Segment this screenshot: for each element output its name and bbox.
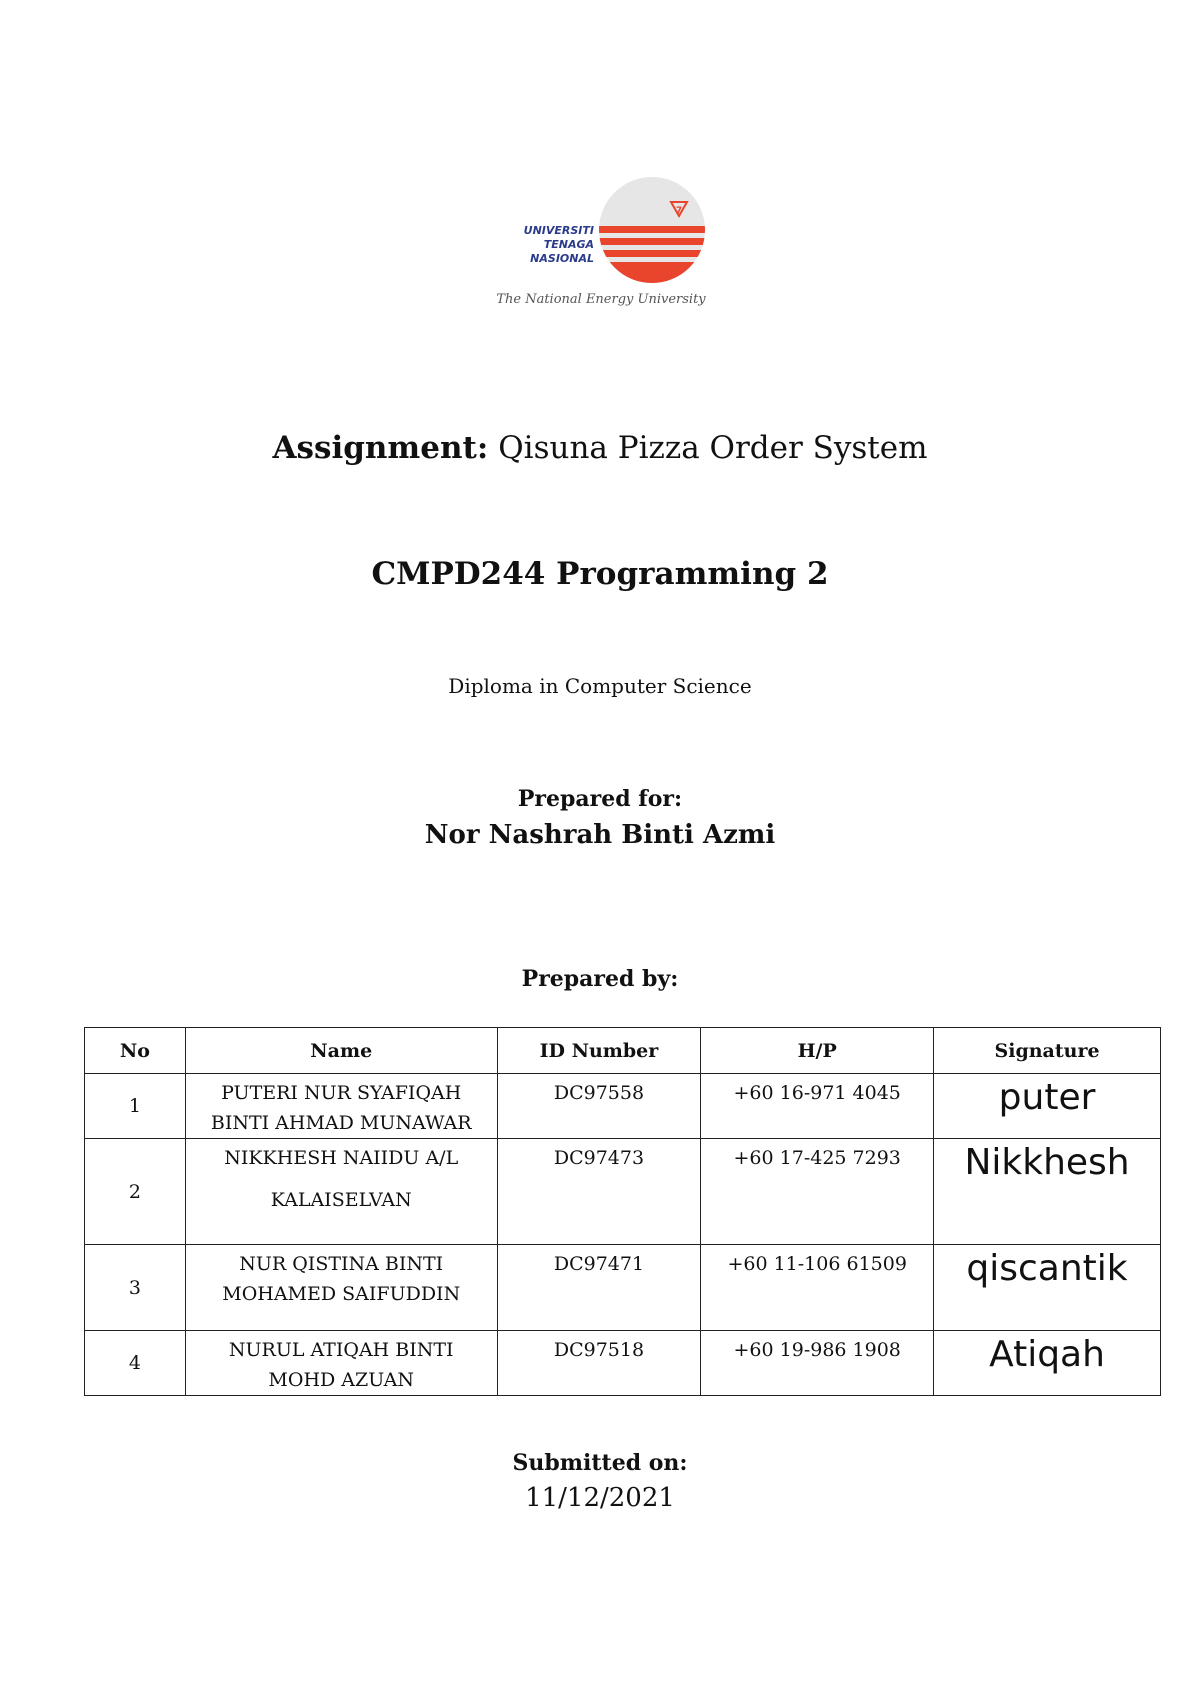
programme-name: Diploma in Computer Science — [448, 674, 752, 698]
assignment-label: Assignment: — [272, 430, 489, 466]
header-id: ID Number — [497, 1028, 701, 1074]
row-name-line: BINTI AHMAD MUNAWAR — [210, 1112, 472, 1134]
header-hp: H/P — [701, 1028, 934, 1074]
row-hp: +60 16-971 4045 — [701, 1074, 934, 1139]
row-name — [185, 1245, 497, 1331]
uniten-logo-icon — [486, 168, 726, 288]
row-signature: Nikkhesh — [934, 1139, 1161, 1245]
members-table — [84, 1027, 1161, 1396]
table-header-row — [85, 1028, 1161, 1074]
header-name: Name — [185, 1028, 497, 1074]
table-row — [85, 1331, 1161, 1396]
assignment-value: Qisuna Pizza Order System — [498, 430, 928, 466]
row-name-line: NURUL ATIQAH BINTI — [228, 1339, 454, 1361]
table-row — [85, 1245, 1161, 1331]
row-id: DC97473 — [497, 1139, 701, 1245]
row-name-line: MOHAMED SAIFUDDIN — [222, 1283, 461, 1305]
row-hp: +60 11-106 61509 — [701, 1245, 934, 1331]
submitted-label: Submitted on: — [512, 1450, 688, 1476]
row-no: 1 — [85, 1074, 186, 1139]
submitted-date: 11/12/2021 — [525, 1483, 675, 1513]
row-signature: Atiqah — [934, 1331, 1161, 1396]
row-hp: +60 19-986 1908 — [701, 1331, 934, 1396]
row-name-line: PUTERI NUR SYAFIQAH — [221, 1082, 462, 1104]
header-no: No — [85, 1028, 186, 1074]
row-signature: qiscantik — [934, 1245, 1161, 1331]
logo-line-3: NASIONAL — [530, 252, 594, 265]
row-name — [185, 1074, 497, 1139]
university-logo — [486, 168, 726, 318]
row-hp: +60 17-425 7293 — [701, 1139, 934, 1245]
row-id: DC97558 — [497, 1074, 701, 1139]
course-title: CMPD244 Programming 2 — [371, 556, 829, 592]
row-name-line: NIKKHESH NAIIDU A/L — [224, 1147, 459, 1169]
row-signature: puter — [934, 1074, 1161, 1139]
logo-line-2: TENAGA — [543, 238, 594, 251]
table-row — [85, 1074, 1161, 1139]
row-name — [185, 1331, 497, 1396]
row-name — [185, 1139, 497, 1245]
header-signature: Signature — [934, 1028, 1161, 1074]
logo-tagline: The National Energy University — [496, 292, 706, 307]
row-name-line: MOHD AZUAN — [268, 1369, 414, 1391]
row-no: 3 — [85, 1245, 186, 1331]
row-id: DC97518 — [497, 1331, 701, 1396]
assignment-title — [0, 430, 1200, 466]
row-no: 2 — [85, 1139, 186, 1245]
lecturer-name: Nor Nashrah Binti Azmi — [424, 820, 776, 850]
row-name-line: KALAISELVAN — [270, 1189, 412, 1211]
logo-line-1: UNIVERSITI — [523, 224, 594, 237]
row-name-line: NUR QISTINA BINTI — [239, 1253, 444, 1275]
row-no: 4 — [85, 1331, 186, 1396]
table-row — [85, 1139, 1161, 1245]
row-id: DC97471 — [497, 1245, 701, 1331]
prepared-for-label: Prepared for: — [517, 786, 683, 812]
prepared-by-label: Prepared by: — [521, 966, 679, 992]
svg-text:7: 7 — [675, 206, 683, 216]
